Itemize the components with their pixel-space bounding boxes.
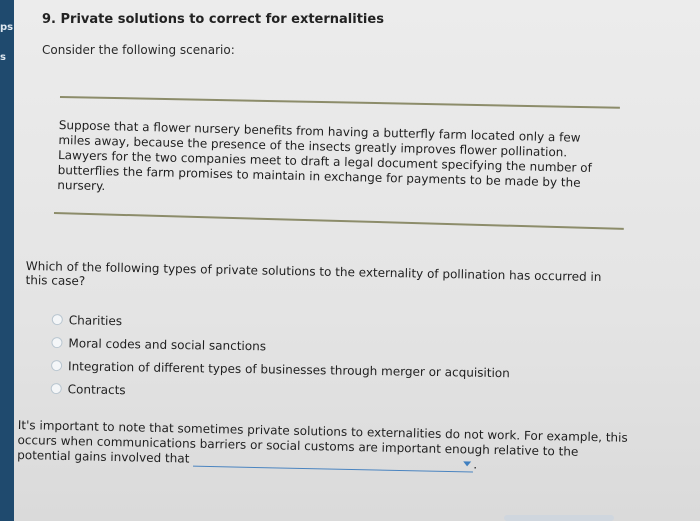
option-label: Charities bbox=[68, 312, 123, 328]
radio-icon[interactable] bbox=[52, 314, 63, 325]
option-label: Integration of different types of businesses through merger or acquisition bbox=[67, 358, 510, 380]
chevron-down-icon[interactable] bbox=[463, 461, 471, 466]
question-content bbox=[14, 0, 700, 521]
answer-options bbox=[51, 308, 511, 407]
radio-icon[interactable] bbox=[51, 383, 62, 394]
sidebar-fragment-1[interactable]: ps bbox=[0, 22, 14, 33]
question-prompt: Which of the following types of private solutions to the externality of pollination has occurred in this case? bbox=[25, 259, 602, 289]
note-text: It's important to note that sometimes private solutions to externalities do not work. For example, this occurs when communications barriers or social customs are important enough relative to the potential gains involved that bbox=[17, 418, 628, 466]
scenario-text: Suppose that a flower nursery benefits from having a butterfly farm located only a few miles away, because the presence of the insects greatly improves flower pollination. Lawyers for the two companies meet to draft a legal document specifying the number of butterflies the farm promises to maintain in exchange for payments to be made by the nursery. bbox=[57, 118, 592, 194]
radio-icon[interactable] bbox=[51, 360, 62, 371]
scenario-divider-bottom bbox=[54, 212, 624, 230]
scrollbar-hint[interactable] bbox=[504, 515, 614, 521]
sidebar-fragment-2[interactable]: s bbox=[0, 52, 6, 63]
option-label: Moral codes and social sanctions bbox=[68, 335, 267, 353]
scenario-divider-top bbox=[60, 96, 620, 109]
note-paragraph bbox=[17, 418, 628, 476]
radio-icon[interactable] bbox=[51, 337, 62, 348]
sidebar bbox=[0, 0, 14, 521]
option-label: Contracts bbox=[67, 381, 126, 397]
note-end: . bbox=[473, 457, 478, 472]
question-intro: Consider the following scenario: bbox=[42, 43, 235, 57]
question-title: 9. Private solutions to correct for externalities bbox=[42, 12, 384, 27]
